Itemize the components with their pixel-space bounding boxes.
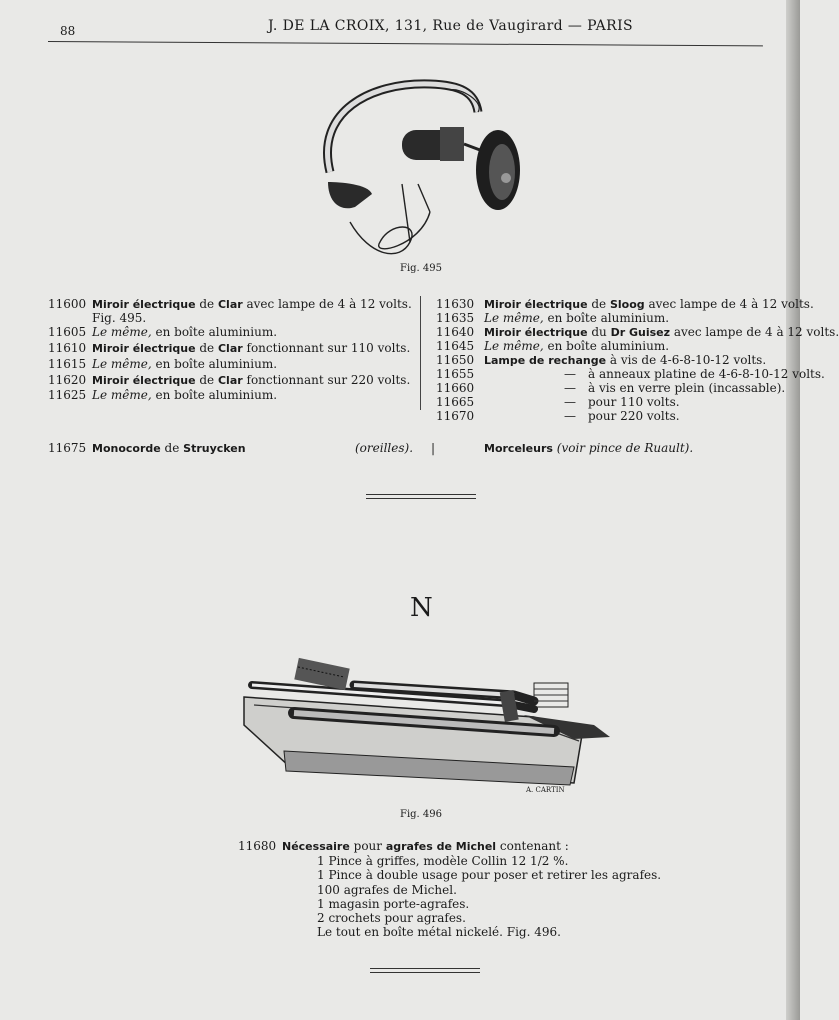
figure-495-caption: Fig. 495 [400,263,442,274]
section-divider [366,494,476,499]
kit-content-line: 1 Pince à griffes, modèle Collin 12 1/2 %. [317,854,569,868]
michel-staple-kit-illustration [234,655,614,803]
list-item: 11645 Le même, en boîte aluminium. [436,339,670,353]
list-item: 11610 Miroir électrique de Clar fonctionnant sur 110 volts. [48,341,411,355]
page-edge-shadow [786,0,800,1020]
figure-496-caption: Fig. 496 [400,809,442,820]
kit-content-line: 2 crochets pour agrafes. [317,911,466,925]
list-item: 11605 Le même, en boîte aluminium. [48,325,278,339]
list-item: 11660 — à vis en verre plein (incassable). [436,381,786,395]
list-item: 11620 Miroir électrique de Clar fonctionnant sur 220 volts. [48,373,411,387]
list-item: 11670 — pour 220 volts. [436,409,680,423]
electric-head-mirror-illustration [310,72,530,262]
page-header: J. DE LA CROIX, 131, Rue de Vaugirard — PARIS [268,18,634,34]
header-rule [48,41,763,46]
monocorde-paren: (oreilles). | [355,441,436,455]
morceleurs-entry: Morceleurs (voir pince de Ruault). [484,441,694,455]
list-item: 11635 Le même, en boîte aluminium. [436,311,670,325]
section-letter: N [410,593,433,623]
kit-content-line: 100 agrafes de Michel. [317,883,457,897]
list-item: 11655 — à anneaux platine de 4-6-8-10-12 volts. [436,367,825,381]
list-item: 11600 Miroir électrique de Clar avec lampe de 4 à 12 volts. [48,297,412,311]
engraver-signature: A. CARTIN [526,786,565,794]
kit-content-line: Le tout en boîte métal nickelé. Fig. 496. [317,925,561,939]
bottom-divider [370,968,480,973]
page-number: 88 [60,24,76,38]
list-item: 11630 Miroir électrique de Sloog avec lampe de 4 à 12 volts. [436,297,814,311]
michel-entry: 11680 Nécessaire pour agrafes de Michel contenant : [238,839,569,853]
column-divider [420,296,421,410]
list-item: Fig. 495. [92,311,147,325]
list-item: 11625 Le même, en boîte aluminium. [48,388,278,402]
list-item: 11665 — pour 110 volts. [436,395,680,409]
list-item: 11615 Le même, en boîte aluminium. [48,357,278,371]
kit-content-line: 1 Pince à double usage pour poser et retirer les agrafes. [317,868,662,882]
list-item: 11640 Miroir électrique du Dr Guisez avec lampe de 4 à 12 volts. [436,325,839,339]
list-item: 11650 Lampe de rechange à vis de 4-6-8-10-12 volts. [436,353,767,367]
kit-content-line: 1 magasin porte-agrafes. [317,897,470,911]
monocorde-entry: 11675 Monocorde de Struycken [48,441,246,455]
